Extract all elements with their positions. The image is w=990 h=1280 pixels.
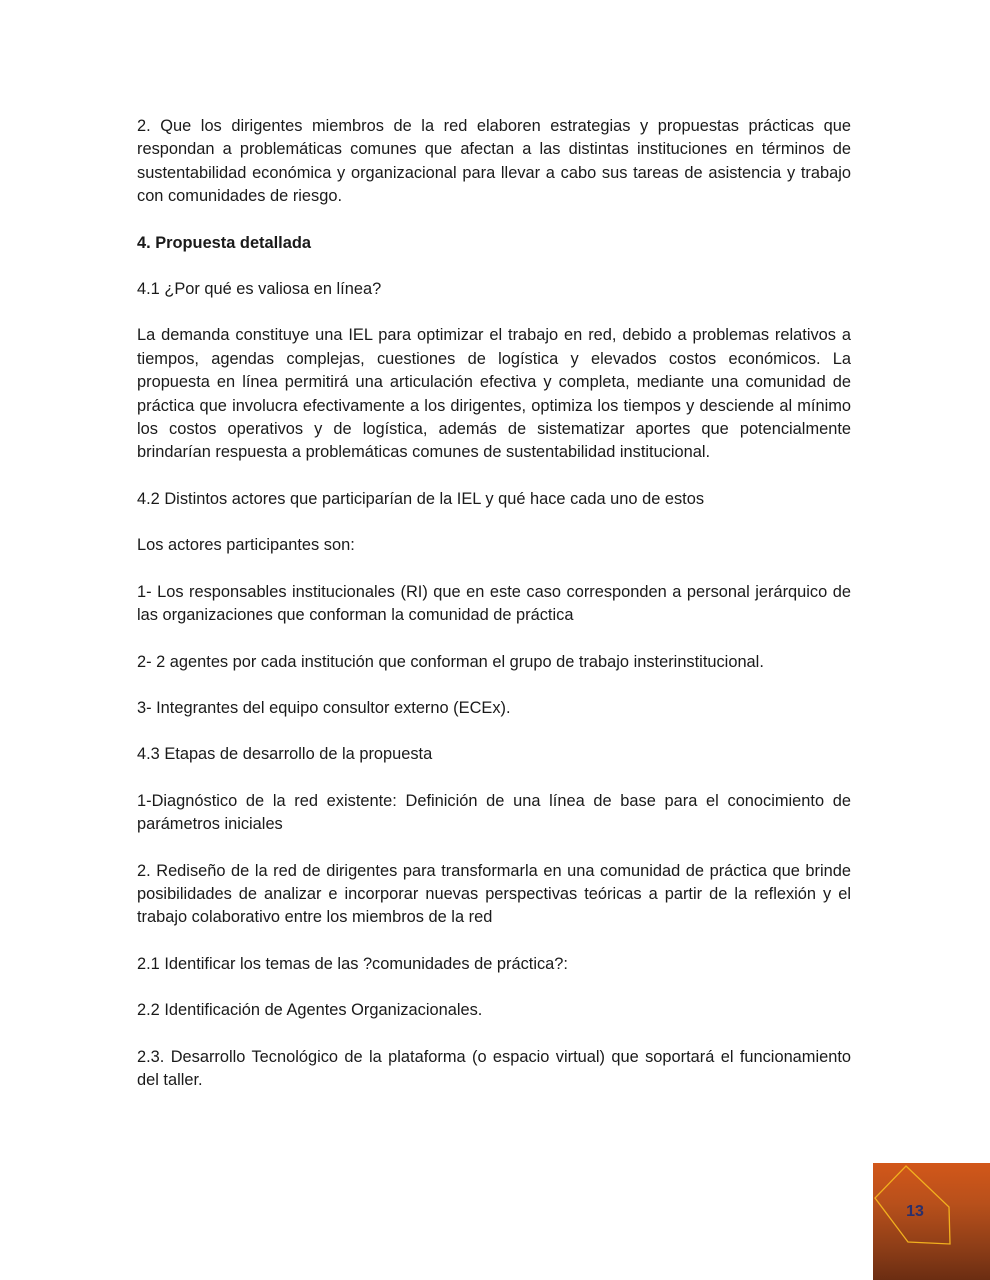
actors-intro: Los actores participantes son: [137, 536, 355, 555]
actor-item-2: 2- 2 agentes por cada institución que conforman el grupo de trabajo insterinstitucional. [137, 652, 764, 671]
section-heading-4: 4. Propuesta detallada [137, 233, 311, 252]
paragraph-4-1: La demanda constituye una IEL para optimizar el trabajo en red, debido a problemas relativos a tiempos, agendas complejas, cuestiones de logística y elevados costos económicos. La propuesta en línea permitirá una articulación efectiva y completa, mediante una comunidad de práctica que involucra efectivamente a los dirigentes, optimiza los tiempos y desciende al mínimo los costos operativos y de logística, además de sistematizar aportes que potencialmente brindarían respuesta a problemáticas comunes de sustentabilidad institucional. [137, 326, 851, 462]
stage-item-2-2: 2.2 Identificación de Agentes Organizacionales. [137, 1001, 483, 1020]
subheading-4-3: 4.3 Etapas de desarrollo de la propuesta [137, 745, 433, 764]
document-body [137, 115, 851, 1115]
subheading-4-1: 4.1 ¿Por qué es valiosa en línea? [137, 280, 382, 299]
stage-item-2-1: 2.1 Identificar los temas de las ?comunidades de práctica?: [137, 954, 568, 973]
subheading-4-2: 4.2 Distintos actores que participarían de la IEL y qué hace cada uno de estos [137, 489, 705, 508]
actor-item-1: 1- Los responsables institucionales (RI) que en este caso corresponden a personal jerárquico de las organizaciones que conforman la comunidad de práctica [137, 582, 851, 625]
stage-item-1: 1-Diagnóstico de la red existente: Definición de una línea de base para el conocimiento de parámetros iniciales [137, 791, 851, 834]
pentagon-outline-icon [873, 1163, 990, 1280]
paragraph-objective-2: 2. Que los dirigentes miembros de la red elaboren estrategias y propuestas prácticas que respondan a problemáticas comunes que afectan a las distintas instituciones en términos de sustentabilidad económica y organizacional para llevar a cabo sus tareas de asistencia y trabajo con comunidades de riesgo. [137, 117, 851, 206]
actor-item-3: 3- Integrantes del equipo consultor externo (ECEx). [137, 698, 511, 717]
stage-item-2-3: 2.3. Desarrollo Tecnológico de la plataforma (o espacio virtual) que soportará el funcionamiento del taller. [137, 1047, 851, 1089]
stage-item-2: 2. Rediseño de la red de dirigentes para transformarla en una comunidad de práctica que brinde posibilidades de analizar e incorporar nuevas perspectivas teóricas a partir de la reflexión y el trabajo colaborativo entre los miembros de la red [137, 861, 851, 927]
page-number: 13 [906, 1203, 924, 1220]
page-number-badge [873, 1163, 990, 1280]
